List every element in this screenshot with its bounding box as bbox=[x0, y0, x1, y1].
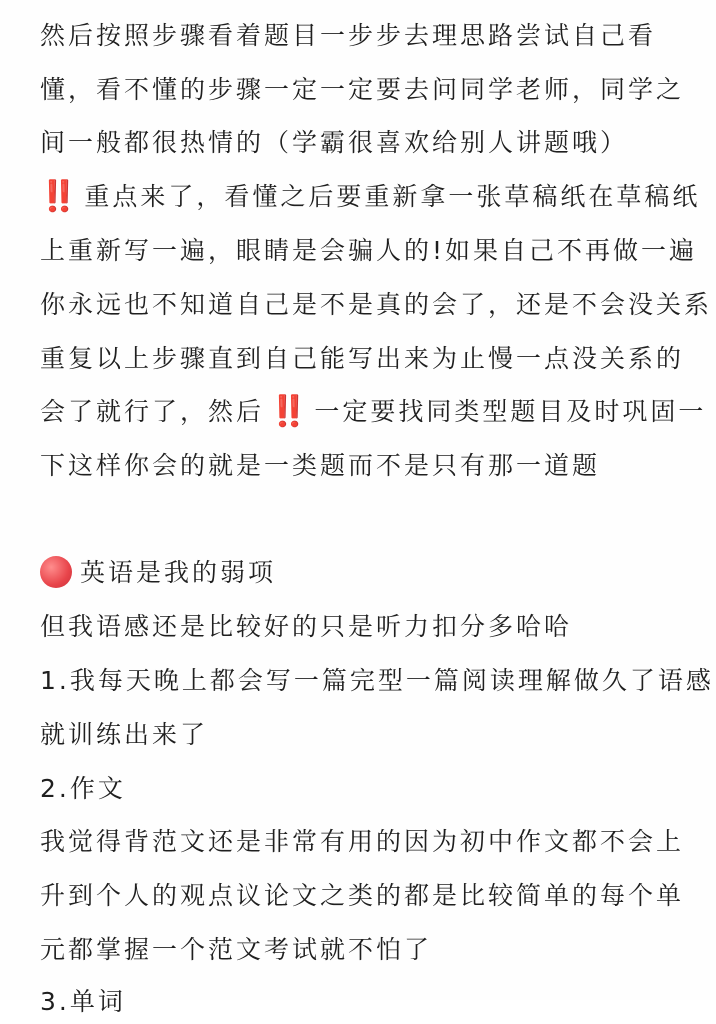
list-item: 2.作文 bbox=[40, 774, 126, 803]
text-line: 我觉得背范文还是非常有用的因为初中作文都不会上 bbox=[40, 827, 685, 856]
text-line: 上重新写一遍，眼睛是会骗人的!如果自己不再做一遍 bbox=[40, 236, 698, 265]
text-line: 但我语感还是比较好的只是听力扣分多哈哈 bbox=[40, 612, 573, 641]
text-segment: 一定要找同类型题目及时巩固一 bbox=[314, 397, 707, 426]
text-line: 然后按照步骤看着题目一步步去理思路尝试自己看 bbox=[40, 21, 657, 50]
text-line-with-emphasis bbox=[38, 175, 701, 219]
text-line: 你永远也不知道自己是不是真的会了，还是不会没关系 bbox=[40, 290, 713, 319]
section-heading bbox=[40, 551, 690, 595]
text-line: 就训练出来了 bbox=[40, 720, 209, 749]
list-item: 1.我每天晚上都会写一篇完型一篇阅读理解做久了语感 bbox=[40, 666, 714, 695]
text-line: 懂，看不懂的步骤一定一定要去问同学老师，同学之 bbox=[40, 75, 685, 104]
list-item-partial: 3.单词 bbox=[40, 987, 126, 1016]
text-segment: 重点来了，看懂之后要重新拿一张草稿纸在草稿纸 bbox=[84, 182, 701, 211]
text-line: 下这样你会的就是一类题而不是只有那一道题 bbox=[40, 451, 601, 480]
text-line: 重复以上步骤直到自己能写出来为止慢一点没关系的 bbox=[40, 344, 685, 373]
text-line-with-emphasis bbox=[40, 390, 707, 434]
double-exclamation-icon: ‼️ bbox=[268, 394, 307, 429]
text-line: 元都掌握一个范文考试就不怕了 bbox=[40, 935, 433, 964]
heading-text: 英语是我的弱项 bbox=[80, 558, 277, 587]
text-line: 间一般都很热情的（学霸很喜欢给别人讲题哦） bbox=[40, 128, 629, 157]
double-exclamation-icon: ‼️ bbox=[38, 179, 77, 214]
red-circle-icon bbox=[40, 556, 72, 588]
text-segment: 会了就行了，然后 bbox=[40, 397, 265, 426]
text-line: 升到个人的观点议论文之类的都是比较简单的每个单 bbox=[40, 881, 685, 910]
